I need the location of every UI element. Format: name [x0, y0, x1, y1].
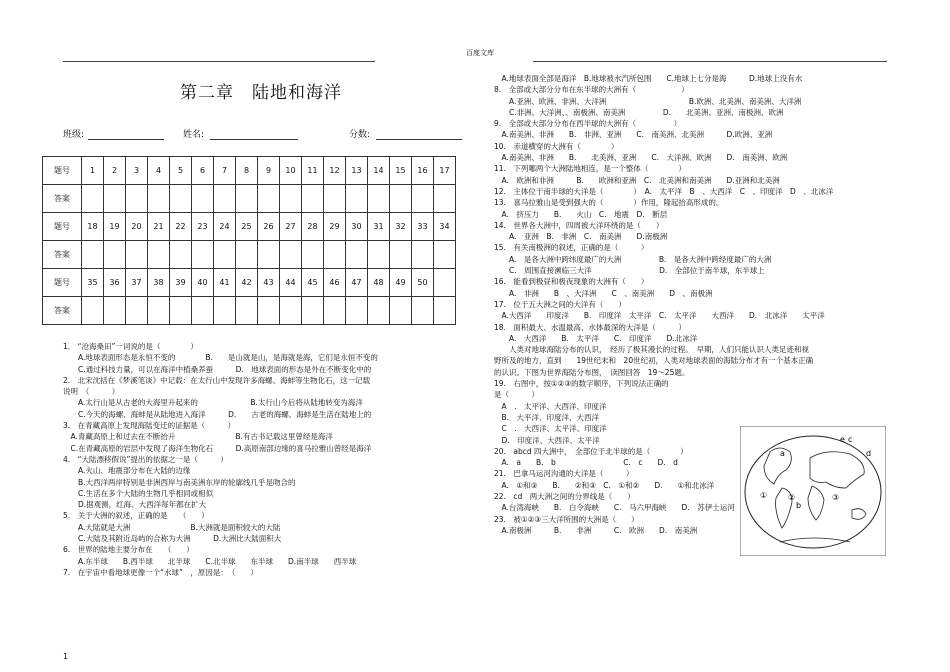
- number-row: [43, 213, 456, 241]
- right-question-line: D. 印度洋、大西洋、太平洋: [494, 435, 600, 445]
- right-question-line: A. 欧洲和非洲 B. 欧洲和亚洲 C. 北美洲和南美洲 D.亚洲和北美洲: [494, 175, 780, 185]
- question-number-cell: 32: [390, 213, 412, 241]
- left-question-line: D.据观测，红海、大西洋每年都在扩大: [63, 500, 207, 510]
- left-question-line: 说明 （ ）: [63, 387, 120, 397]
- question-number-cell: 13: [346, 157, 368, 185]
- answer-cell[interactable]: [104, 241, 126, 269]
- answer-cell[interactable]: [324, 297, 346, 325]
- row-label-answer: 答案: [43, 241, 82, 269]
- right-question-line: A. a B. b C. c D. d: [494, 458, 678, 468]
- question-number-cell: 15: [390, 157, 412, 185]
- answer-cell[interactable]: [412, 185, 434, 213]
- map-label-b: b: [796, 501, 802, 510]
- question-number-cell: 39: [170, 269, 192, 297]
- right-question-line: A. 亚洲 B. 非洲 C. 南美洲 D.南极洲: [494, 232, 668, 242]
- question-number-cell: 19: [104, 213, 126, 241]
- question-number-cell: 43: [258, 269, 280, 297]
- right-question-line: A.亚洲、欧洲、非洲、大洋洲 B.欧洲、北美洲、南美洲、大洋洲: [494, 96, 802, 106]
- left-question-line: 1. “沧海桑田”一词说的是（ ）: [63, 342, 198, 351]
- answer-cell[interactable]: [82, 185, 104, 213]
- right-question-line: 8. 全部或大部分分布在东半球的大洲有（ ）: [494, 85, 689, 95]
- answer-row: [43, 241, 456, 269]
- map-label-ocean-3: ③: [832, 493, 840, 502]
- question-number-cell: 11: [302, 157, 324, 185]
- answer-cell[interactable]: [412, 297, 434, 325]
- world-map: [740, 426, 886, 556]
- answer-cell[interactable]: [390, 241, 412, 269]
- answer-cell[interactable]: [324, 241, 346, 269]
- answer-grid: [42, 156, 456, 325]
- answer-cell[interactable]: [346, 185, 368, 213]
- question-number-cell: 45: [302, 269, 324, 297]
- right-question-line: 23. 被①②③三大洋所围的大洲是（ ）: [494, 514, 639, 524]
- answer-cell[interactable]: [170, 297, 192, 325]
- question-number-cell: 10: [280, 157, 302, 185]
- question-number-cell: 3: [126, 157, 148, 185]
- left-question-line: A.青藏高原上和过去在不断抬升 B.有古书记载这里曾经是海洋: [63, 432, 333, 442]
- row-label-answer: 答案: [43, 185, 82, 213]
- question-number-cell: 42: [236, 269, 258, 297]
- question-number-cell: 24: [214, 213, 236, 241]
- right-question-line: 19. 右图中，按①②③的数字顺序，下列说法正确的: [494, 379, 669, 389]
- answer-cell[interactable]: [192, 241, 214, 269]
- right-question-line: 18. 面积最大、水温最高、水体最深的大洋是（ ）: [494, 322, 686, 332]
- answer-cell[interactable]: [148, 185, 170, 213]
- right-question-line: A. 挤压力 B. 火山 C. 地震 D. 断层: [494, 209, 668, 219]
- right-question-line: 20. abcd 四大洲中， 全部位于北半球的是（ ）: [494, 446, 688, 456]
- question-number-cell: 21: [148, 213, 170, 241]
- question-number-cell: 35: [82, 269, 104, 297]
- right-question-line: 15. 有关南极洲的叙述，正确的是（ ）: [494, 243, 649, 253]
- question-number-cell: 34: [434, 213, 456, 241]
- right-question-line: 17. 位于五大洲之间的大洋有（ ）: [494, 299, 626, 309]
- left-question-line: 5. 关于大洲的叙述，正确的是 （ ）: [63, 511, 209, 521]
- answer-cell[interactable]: [258, 241, 280, 269]
- question-number-cell: 47: [346, 269, 368, 297]
- right-question-line: C.非洲、大洋洲、、南极洲、南美洲 D. 北美洲、亚洲、南极洲、欧洲: [494, 107, 784, 117]
- answer-cell[interactable]: [126, 185, 148, 213]
- right-question-line: A. 非洲 B 、大洋洲 C 、南美洲 D 、南极洲: [494, 288, 713, 298]
- left-question-line: 2. 北宋沈括在《梦溪笔谈》中记载：在太行山中发现许多海螺、海蚌等生物化石，这一记载: [63, 375, 371, 385]
- name-label: 姓名:: [183, 130, 205, 140]
- right-question-line: 野所及的地方，直到 19世纪末和 20世纪初，人类对地球表面的海陆分布才有一个基本正确: [494, 356, 814, 366]
- left-question-line: C.在青藏高原的岩层中发现了海洋生物化石 D.高原南部边缘的喜马拉雅山曾经是海洋: [63, 443, 372, 453]
- map-label-d: d: [866, 449, 872, 458]
- question-number-cell: 5: [170, 157, 192, 185]
- answer-cell[interactable]: [346, 241, 368, 269]
- left-question-line: 4. “大陆漂移假说”提出的依据之一是（ ）: [63, 454, 228, 464]
- left-question-line: A.东半球 B.西半球 北半球 C.北半球 东半球 D.南半球 西半球: [63, 556, 357, 566]
- answer-cell[interactable]: [280, 297, 302, 325]
- right-question-line: A. 大西洋 B. 太平洋 C. 印度洋 D.北冰洋: [494, 333, 698, 343]
- answer-cell[interactable]: [302, 185, 324, 213]
- answer-cell[interactable]: [434, 241, 456, 269]
- question-number-cell: 7: [214, 157, 236, 185]
- left-question-line: C.大陆及其附近岛屿的合称为大洲 D.大洲比大陆面积大: [63, 534, 282, 544]
- name-field: [183, 127, 298, 140]
- question-number-cell: 49: [390, 269, 412, 297]
- answer-cell[interactable]: [368, 185, 390, 213]
- answer-cell[interactable]: [104, 297, 126, 325]
- right-question-line: 的认识。下图为世界海陆分布图， 读图回答 19～25题。: [494, 367, 690, 377]
- right-question-line: 11. 下列哪两个大洲陆地相连，是一个整体（ ）: [494, 164, 686, 174]
- right-question-line: 13. 喜马拉雅山是受到强大的（ ）作用，隆起抬高形成的。: [494, 198, 724, 208]
- question-number-cell: 17: [434, 157, 456, 185]
- question-number-cell: 30: [346, 213, 368, 241]
- question-number-cell: 4: [148, 157, 170, 185]
- page-number: 1: [63, 652, 69, 661]
- right-question-line: 9. 全部或大部分分布在西半球的大洲有（ ）: [494, 119, 682, 129]
- question-number-cell: 40: [192, 269, 214, 297]
- right-question-line: 人类对地球海陆分布的认识， 经历了极其漫长的过程。 早期，人们只能认识人类足迹和视: [494, 345, 809, 355]
- question-number-cell: 2: [104, 157, 126, 185]
- map-label-ocean-2: ②: [788, 493, 796, 502]
- left-question-line: A.地球表面形态是永恒不变的 B. 是山就是山，是海就是海，它们是永恒不变的: [63, 353, 378, 363]
- question-number-cell: 36: [104, 269, 126, 297]
- row-label-answer: 答案: [43, 297, 82, 325]
- answer-cell[interactable]: [170, 241, 192, 269]
- score-label: 分数:: [349, 130, 371, 140]
- answer-cell[interactable]: [236, 241, 258, 269]
- answer-cell[interactable]: [258, 185, 280, 213]
- question-number-cell: 38: [148, 269, 170, 297]
- left-question-line: C.今天的海螺、海蚌是从陆地进入海洋 D. 古老的海螺、海蚌是生活在陆地上的: [63, 409, 372, 419]
- left-question-line: C.生活在多个大陆的生物几乎相同或相似: [63, 488, 214, 498]
- question-number-cell: 20: [126, 213, 148, 241]
- question-number-cell: 46: [324, 269, 346, 297]
- map-label-a: a: [780, 449, 785, 458]
- question-number-cell: 12: [324, 157, 346, 185]
- question-number-cell: 1: [82, 157, 104, 185]
- question-number-cell: 31: [368, 213, 390, 241]
- question-number-cell: 41: [214, 269, 236, 297]
- right-question-line: A . 太平洋、大西洋、印度洋: [494, 401, 607, 411]
- answer-cell[interactable]: [280, 185, 302, 213]
- right-question-line: A. ①和③ B. ②和③ C. ①和② D. ①和北冰洋: [494, 480, 715, 490]
- left-question-line: 7. 在宇宙中看地球更像一个“水球” ，原因是： （ ）: [63, 567, 258, 577]
- row-label-number: 题号: [43, 213, 82, 241]
- left-question-line: 3. 在青藏高原上发现海陆变迁的证据是（ ）: [63, 421, 236, 431]
- answer-cell[interactable]: [368, 297, 390, 325]
- number-row: [43, 269, 456, 297]
- right-question-line: 12. 主体位于南半球的大洋是（ ） A. 太平洋 B 、大西洋 C 、印度洋 D 、北冰洋: [494, 186, 834, 196]
- right-question-line: A. 是各大洲中跨纬度最广的大洲 B. 是各大洲中跨经度最广的大洲: [494, 254, 772, 264]
- question-number-cell: 50: [412, 269, 434, 297]
- right-question-line: 是（ ）: [494, 390, 539, 400]
- left-question-line: A.大陆就是大洲 B.大洲就是面积较大的大陆: [63, 522, 281, 532]
- class-label: 班级:: [63, 130, 85, 140]
- right-question-line: A.台湾海峡 B. 白令海峡 C. 马六甲海峡 D. 苏伊士运河: [494, 503, 735, 513]
- answer-cell[interactable]: [302, 297, 324, 325]
- header-rule-left: [63, 61, 375, 62]
- number-row: [43, 157, 456, 185]
- question-number-cell: 16: [412, 157, 434, 185]
- header-rule-right: [533, 61, 887, 62]
- answer-cell[interactable]: [82, 297, 104, 325]
- answer-cell[interactable]: [192, 297, 214, 325]
- question-number-cell: 25: [236, 213, 258, 241]
- right-question-line: A.大西洋 印度洋 B. 印度洋 太平洋 C. 太平洋 大西洋 D. 北冰洋 太平洋: [494, 311, 825, 321]
- question-number-cell: 26: [258, 213, 280, 241]
- right-question-line: B. 大平洋、印度洋、大西洋: [494, 412, 600, 422]
- answer-cell[interactable]: [390, 297, 412, 325]
- question-number-cell: 33: [412, 213, 434, 241]
- right-question-line: C . 大西洋、太平洋、印度洋: [494, 424, 607, 434]
- answer-cell[interactable]: [258, 297, 280, 325]
- map-label-e: e: [840, 435, 845, 444]
- right-question-line: 14. 世界各大洲中，四周被大洋环绕的是（ ）: [494, 220, 664, 230]
- answer-cell[interactable]: [214, 185, 236, 213]
- right-question-line: A.南极洲 B. 非洲 C. 欧洲 D. 南美洲: [494, 525, 698, 535]
- header-source: 百度文库: [466, 49, 494, 57]
- left-question-line: A.太行山是从古老的大海里升起来的 B.太行山今后将从陆地转变为海洋: [63, 398, 363, 408]
- answer-cell[interactable]: [324, 185, 346, 213]
- question-number-cell: 28: [302, 213, 324, 241]
- right-question-line: A.南美洲、非洲 B. 非洲、亚洲 C. 南美洲、北美洲 D.欧洲、亚洲: [494, 130, 773, 140]
- answer-cell[interactable]: [192, 185, 214, 213]
- question-number-cell: 8: [236, 157, 258, 185]
- question-number-cell: 14: [368, 157, 390, 185]
- question-number-cell: 48: [368, 269, 390, 297]
- answer-cell[interactable]: [214, 241, 236, 269]
- question-number-cell: 6: [192, 157, 214, 185]
- answer-cell[interactable]: [82, 241, 104, 269]
- answer-cell[interactable]: [434, 297, 456, 325]
- class-field: [63, 127, 164, 140]
- answer-cell[interactable]: [236, 185, 258, 213]
- right-question-line: 21. 巴拿马运河沟通的大洋是（ ）: [494, 469, 634, 479]
- row-label-number: 题号: [43, 269, 82, 297]
- answer-cell[interactable]: [170, 185, 192, 213]
- question-number-cell: 37: [126, 269, 148, 297]
- answer-row: [43, 297, 456, 325]
- map-label-ocean-1: ①: [760, 491, 768, 500]
- left-questions: [63, 341, 378, 578]
- answer-cell[interactable]: [434, 185, 456, 213]
- left-question-line: A.火山、地震部分布在大陆的边缘: [63, 466, 191, 476]
- right-question-line: A.南美洲、非洲 B. 北美洲、亚洲 C. 大洋洲、欧洲 D. 南美洲、欧洲: [494, 153, 788, 163]
- answer-cell[interactable]: [390, 185, 412, 213]
- page-title: 第二章 陆地和海洋: [180, 83, 342, 103]
- answer-cell[interactable]: [148, 297, 170, 325]
- question-number-cell: 27: [280, 213, 302, 241]
- right-question-line: 10. 赤道横穿的大洲有（ ）: [494, 141, 619, 151]
- answer-cell[interactable]: [126, 241, 148, 269]
- question-number-cell: 29: [324, 213, 346, 241]
- map-label-c: c: [848, 435, 853, 444]
- left-question-line: B.大西洋两岸特别是非洲西岸与南美洲东岸的轮廓线几乎是吻合的: [63, 477, 296, 487]
- answer-cell[interactable]: [302, 241, 324, 269]
- right-question-line: C. 周围直接濒临三大洋 D. 全部位于南半球，东半球上: [494, 266, 765, 276]
- name-blank[interactable]: [210, 129, 298, 140]
- answer-cell[interactable]: [126, 297, 148, 325]
- question-number-cell: 9: [258, 157, 280, 185]
- answer-cell[interactable]: [368, 241, 390, 269]
- question-number-cell: 44: [280, 269, 302, 297]
- answer-cell[interactable]: [148, 241, 170, 269]
- question-number-cell: [434, 269, 456, 297]
- question-number-cell: 18: [82, 213, 104, 241]
- row-label-number: 题号: [43, 157, 82, 185]
- answer-cell[interactable]: [346, 297, 368, 325]
- question-number-cell: 23: [192, 213, 214, 241]
- answer-cell[interactable]: [412, 241, 434, 269]
- left-question-line: C.通过科技力量，可以在海洋中植桑养蚕 D. 地球表面的形态是外在不断变化中的: [63, 364, 372, 374]
- right-question-line: 16. 能看到极昼和极夜现象的大洲有（ ）: [494, 277, 649, 287]
- answer-row: [43, 185, 456, 213]
- right-question-line: A.地球表面全部是海洋 B.地球被水汽所包围 C.地球上七分是海 D.地球上没有水: [494, 74, 803, 83]
- answer-cell[interactable]: [104, 185, 126, 213]
- question-number-cell: 22: [170, 213, 192, 241]
- left-question-line: 6. 世界的陆地主要分布在 （ ）: [63, 545, 194, 555]
- answer-cell[interactable]: [280, 241, 302, 269]
- answer-cell[interactable]: [214, 297, 236, 325]
- class-blank[interactable]: [88, 129, 164, 140]
- answer-cell[interactable]: [236, 297, 258, 325]
- score-field: [349, 127, 462, 140]
- right-question-line: 22. cd 两大洲之间的分界线是（ ）: [494, 491, 635, 501]
- score-blank[interactable]: [376, 129, 462, 140]
